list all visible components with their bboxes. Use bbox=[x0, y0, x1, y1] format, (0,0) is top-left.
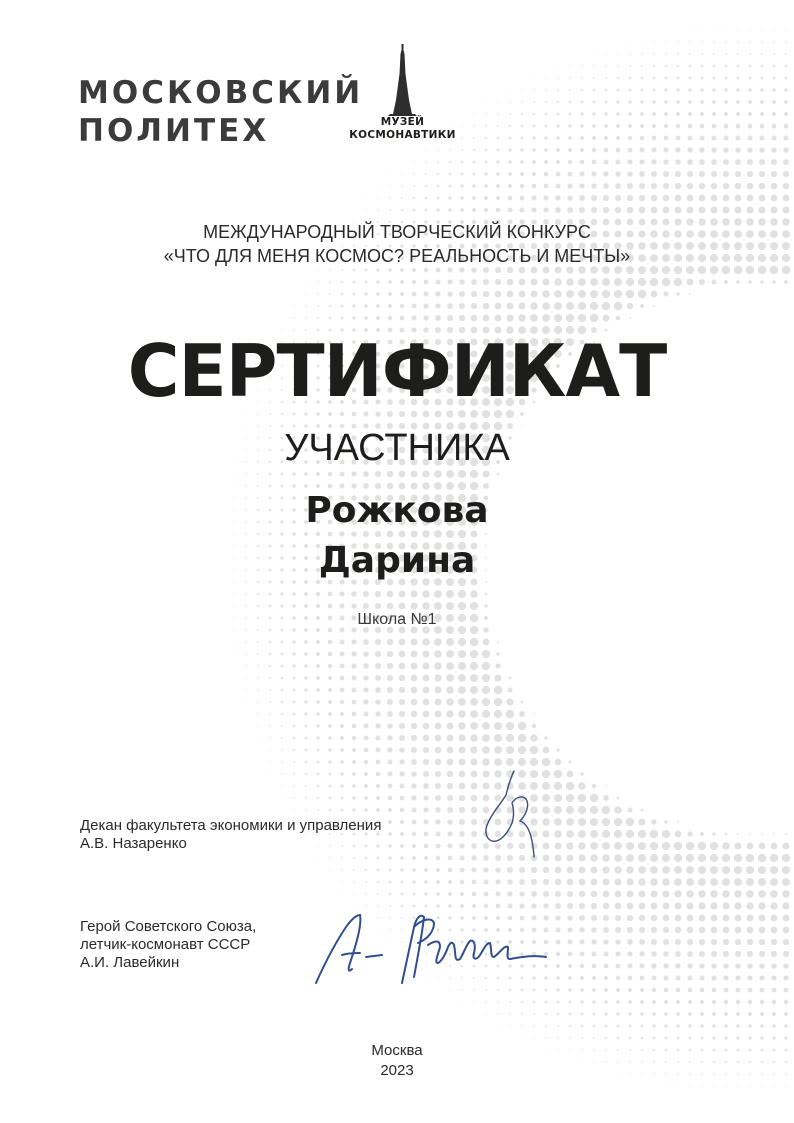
politech-logo-line1: МОСКОВСКИЙ bbox=[78, 75, 364, 111]
signatory-dean-position: Декан факультета экономики и управления bbox=[80, 817, 382, 834]
recipient-name bbox=[100, 486, 694, 586]
issue-city: Москва bbox=[371, 1042, 423, 1059]
signatory-cosmonaut-name: А.И. Лавейкин bbox=[80, 954, 180, 971]
politech-logo bbox=[78, 74, 363, 150]
museum-logo bbox=[340, 44, 465, 144]
museum-logo-line1: МУЗЕЙ bbox=[380, 116, 425, 128]
certificate-subtitle: УЧАСТНИКА bbox=[284, 427, 510, 469]
cosmonaut-signature bbox=[310, 905, 555, 990]
contest-name-line2: «ЧТО ДЛЯ МЕНЯ КОСМОС? РЕАЛЬНОСТЬ И МЕЧТЫ» bbox=[163, 246, 631, 266]
issue-place-date bbox=[300, 1041, 494, 1081]
politech-logo-line2: ПОЛИТЕХ bbox=[78, 113, 270, 149]
signatory-dean bbox=[80, 817, 381, 853]
signatory-dean-name: А.В. Назаренко bbox=[80, 835, 187, 852]
rocket-monument-icon bbox=[340, 44, 465, 116]
signatory-cosmonaut-position: летчик-космонавт СССР bbox=[80, 936, 251, 953]
contest-name-line1: МЕЖДУНАРОДНЫЙ ТВОРЧЕСКИЙ КОНКУРС bbox=[203, 222, 591, 242]
recipient-first-name: Дарина bbox=[318, 540, 476, 581]
contest-name bbox=[100, 220, 694, 268]
recipient-school: Школа №1 bbox=[357, 611, 437, 628]
issue-year: 2023 bbox=[380, 1062, 414, 1079]
certificate-title: СЕРТИФИКАТ bbox=[127, 329, 667, 413]
recipient-last-name: Рожкова bbox=[305, 490, 489, 531]
museum-logo-line2: КОСМОНАВТИКИ bbox=[349, 129, 456, 141]
signatory-cosmonaut bbox=[80, 918, 256, 972]
dean-signature bbox=[470, 765, 550, 860]
signatory-cosmonaut-title: Герой Советского Союза, bbox=[80, 918, 257, 935]
